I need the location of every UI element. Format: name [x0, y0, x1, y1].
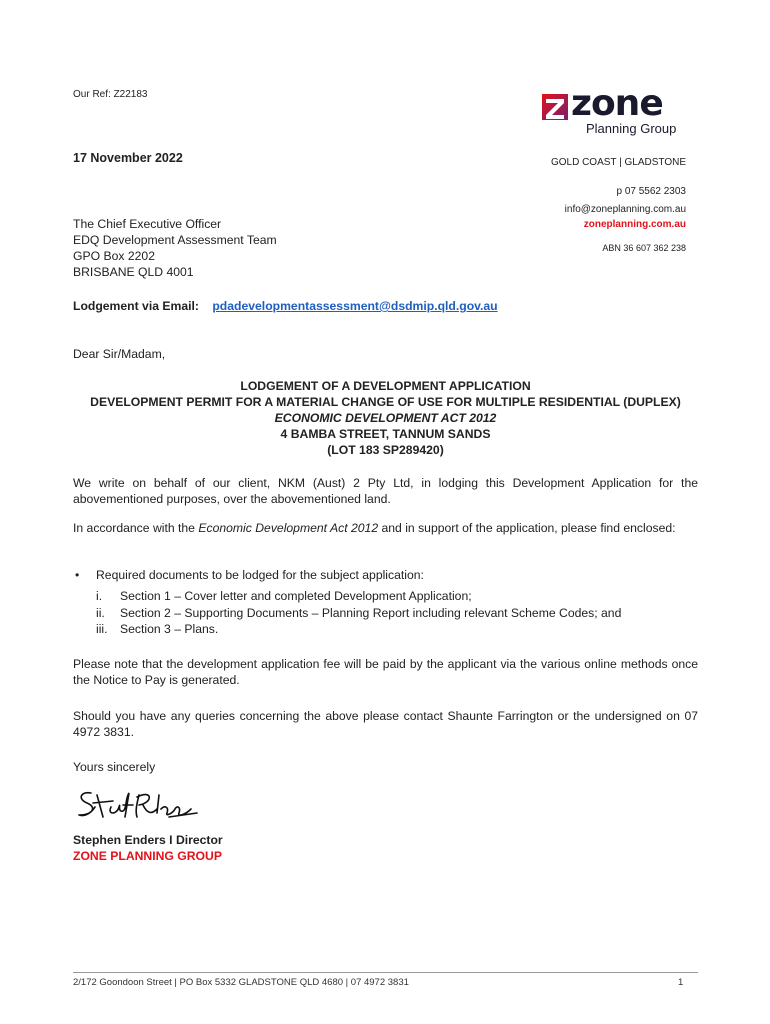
- letter-heading: [73, 378, 698, 458]
- our-ref: Our Ref: Z22183: [73, 89, 148, 100]
- signature: [73, 785, 203, 825]
- list-item: ii. Section 2 – Supporting Documents – Planning Report including relevant Scheme Codes; and: [96, 605, 622, 620]
- address-line: The Chief Executive Officer: [73, 217, 222, 231]
- office-email[interactable]: info@zoneplanning.com.au: [564, 204, 686, 215]
- closing: Yours sincerely: [73, 760, 156, 774]
- heading-line: ECONOMIC DEVELOPMENT ACT 2012: [274, 411, 497, 425]
- recipient-address: [73, 216, 277, 280]
- address-line: EDQ Development Assessment Team: [73, 233, 277, 247]
- list-item: iii. Section 3 – Plans.: [96, 622, 219, 636]
- footer-address: 2/172 Goondoon Street | PO Box 5332 GLADSTONE QLD 4680 | 07 4972 3831: [73, 977, 409, 988]
- office-locations: GOLD COAST | GLADSTONE: [550, 157, 686, 168]
- heading-line: LODGEMENT OF A DEVELOPMENT APPLICATION: [240, 379, 531, 393]
- logo-subtitle: Planning Group: [586, 121, 677, 136]
- signer-company: ZONE PLANNING GROUP: [73, 849, 222, 863]
- heading-line: 4 BAMBA STREET, TANNUM SANDS: [280, 427, 491, 441]
- logo-mark-icon: [541, 93, 569, 121]
- signature-icon: [73, 785, 203, 825]
- heading-line: (LOT 183 SP289420): [327, 443, 444, 457]
- footer-divider: [73, 972, 698, 973]
- signer-name: Stephen Enders I Director: [73, 833, 223, 847]
- bullet-icon: •: [75, 568, 80, 582]
- paragraph-queries: Should you have any queries concerning the above please contact Shaunte Farrington or the undersigned on 07 4972 3831.: [73, 709, 698, 739]
- page-number: 1: [678, 977, 684, 988]
- paragraph-enclosed: In accordance with the Economic Development Act 2012 and in support of the application, please find enclosed:: [73, 521, 676, 535]
- lodgement-email-link[interactable]: pdadevelopmentassessment@dsdmip.qld.gov.au: [212, 299, 498, 313]
- zone-logo: [541, 83, 691, 141]
- address-line: BRISBANE QLD 4001: [73, 265, 194, 279]
- office-phone: p 07 5562 2303: [616, 186, 686, 197]
- bullet-text: Required documents to be lodged for the subject application:: [96, 568, 424, 582]
- logo-wordmark: zone: [571, 83, 663, 124]
- letter-date: 17 November 2022: [73, 151, 183, 165]
- office-abn: ABN 36 607 362 238: [602, 243, 686, 253]
- paragraph-intro: We write on behalf of our client, NKM (Aust) 2 Pty Ltd, in lodging this Development Application for the abovementioned purposes, over the abovementioned land.: [73, 476, 698, 506]
- paragraph-fee: Please note that the development application fee will be paid by the applicant via the various online methods once the Notice to Pay is generated.: [73, 657, 698, 687]
- act-name: Economic Development Act 2012: [198, 521, 379, 535]
- lodgement-line: [73, 298, 498, 314]
- address-line: GPO Box 2202: [73, 249, 155, 263]
- office-website[interactable]: zoneplanning.com.au: [583, 219, 686, 230]
- list-item: i. Section 1 – Cover letter and completed Development Application;: [96, 589, 472, 603]
- salutation: Dear Sir/Madam,: [73, 347, 166, 361]
- lodgement-label: Lodgement via Email:: [73, 299, 199, 313]
- heading-line: DEVELOPMENT PERMIT FOR A MATERIAL CHANGE OF USE FOR MULTIPLE RESIDENTIAL (DUPLEX): [90, 395, 681, 409]
- documents-list: [96, 588, 698, 638]
